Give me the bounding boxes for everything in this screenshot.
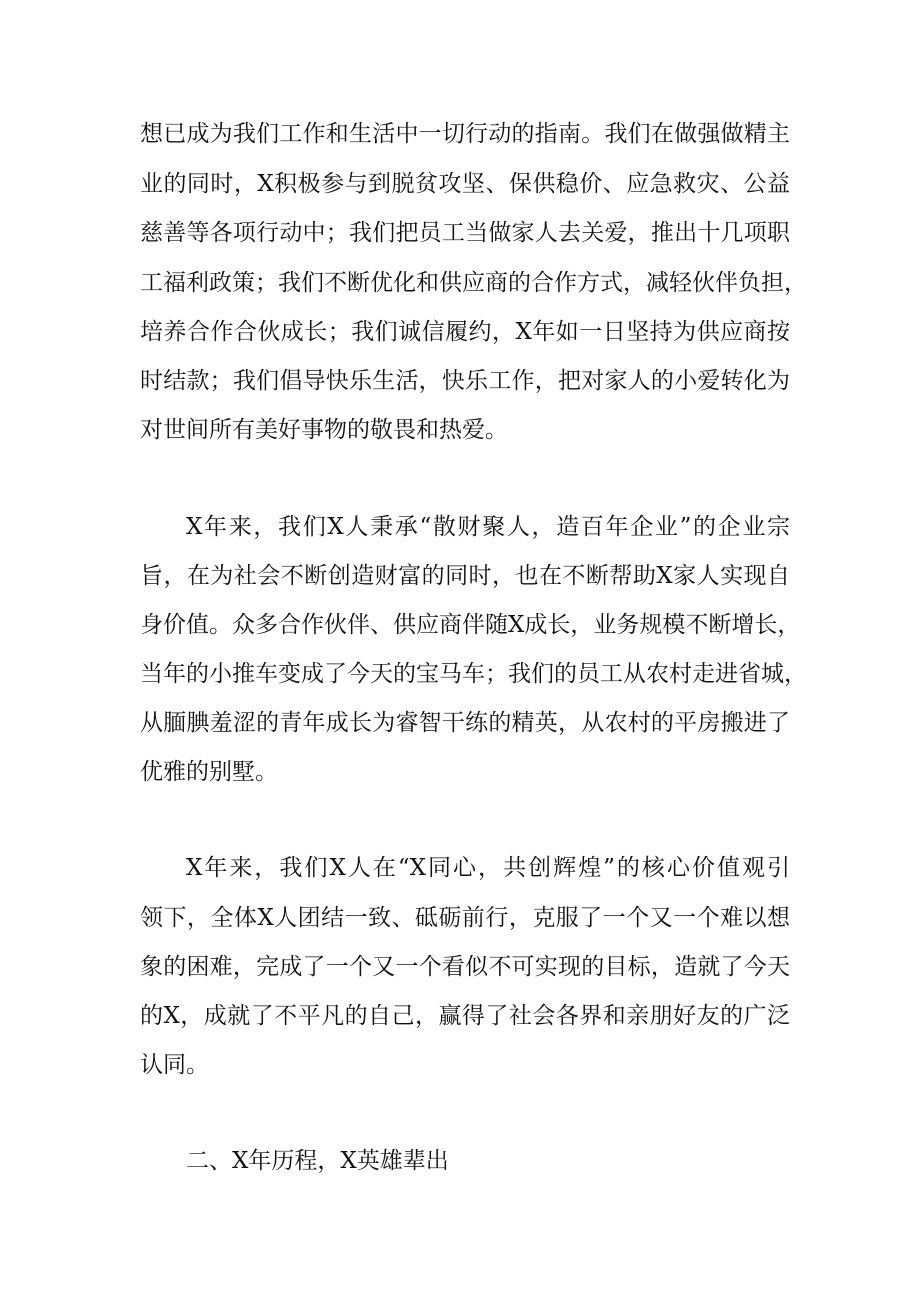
paragraph-1-line-3: 慈善等各项行动中；我们把员工当做家人去关爱，推出十几项职 — [140, 220, 790, 246]
section-heading: 二、X年历程，X英雄辈出 — [186, 1148, 449, 1174]
paragraph-1-line-5: 培养合作合伙成长；我们诚信履约，X年如一日坚持为供应商按 — [140, 319, 790, 345]
paragraph-1-line-2: 业的同时，X积极参与到脱贫攻坚、保供稳价、应急救灾、公益 — [140, 171, 790, 197]
paragraph-1-line-7: 对世间所有美好事物的敬畏和热爱。 — [140, 417, 508, 443]
paragraph-2-line-3: 身价值。众多合作伙伴、供应商伴随X成长，业务规模不断增长， — [140, 612, 801, 638]
paragraph-3-line-1: X年来，我们X人在“X同心，共创辉煌”的核心价值观引 — [186, 855, 790, 881]
paragraph-3-line-2: 领下，全体X人团结一致、砥砺前行，克服了一个又一个难以想 — [140, 905, 790, 931]
paragraph-3-line-3: 象的困难，完成了一个又一个看似不可实现的目标，造就了今天 — [140, 954, 790, 980]
paragraph-2-line-1: X年来，我们X人秉承“散财聚人，造百年企业”的企业宗 — [186, 514, 790, 540]
paragraph-3-line-4: 的X，成就了不平凡的自己，赢得了社会各界和亲朋好友的广泛 — [140, 1003, 790, 1029]
paragraph-1-line-4: 工福利政策；我们不断优化和供应商的合作方式，减轻伙伴负担， — [140, 270, 807, 296]
paragraph-1-line-6: 时结款；我们倡导快乐生活，快乐工作，把对家人的小爱转化为 — [140, 368, 790, 394]
paragraph-2-line-2: 旨，在为社会不断创造财富的同时，也在不断帮助X家人实现自 — [140, 563, 790, 589]
paragraph-2-line-6: 优雅的别墅。 — [140, 759, 278, 785]
paragraph-2-line-4: 当年的小推车变成了今天的宝马车；我们的员工从农村走进省城， — [140, 661, 807, 687]
paragraph-1-line-1: 想已成为我们工作和生活中一切行动的指南。我们在做强做精主 — [140, 121, 790, 147]
paragraph-3-line-5: 认同。 — [140, 1052, 209, 1078]
paragraph-2-line-5: 从腼腆羞涩的青年成长为睿智干练的精英，从农村的平房搬进了 — [140, 710, 790, 736]
